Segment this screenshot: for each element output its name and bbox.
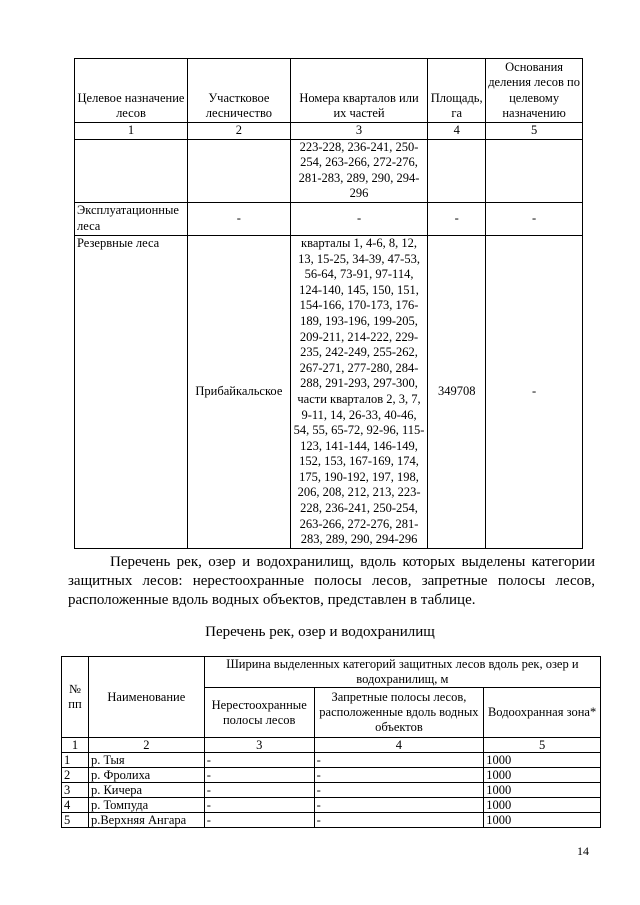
quarters-cell: 223-228, 236-241, 250-254, 263-266, 272-276, 281-283, 289, 290, 294-296 <box>290 139 427 202</box>
table-row <box>62 798 601 813</box>
col-number: 3 <box>204 738 314 753</box>
header-water-zone: Водоохранная зона* <box>484 688 601 738</box>
col-number: 1 <box>62 738 89 753</box>
table-row <box>75 202 583 235</box>
row-water-zone: 1000 <box>484 813 601 828</box>
header-purpose: Целевое назначение лесов <box>75 59 188 123</box>
row-water-zone: 1000 <box>484 768 601 783</box>
row-name: р. Тыя <box>88 753 204 768</box>
row-forbidden: - <box>314 813 484 828</box>
forestry-cell: Прибайкальское <box>187 235 290 548</box>
row-spawning: - <box>204 753 314 768</box>
col-number: 5 <box>484 738 601 753</box>
page-number: 14 <box>577 844 589 858</box>
row-spawning: - <box>204 813 314 828</box>
row-name: р. Кичера <box>88 783 204 798</box>
row-name: р.Верхняя Ангара <box>88 813 204 828</box>
row-num: 5 <box>62 813 89 828</box>
row-num: 2 <box>62 768 89 783</box>
col-number: 4 <box>428 123 486 140</box>
row-water-zone: 1000 <box>484 753 601 768</box>
row-forbidden: - <box>314 783 484 798</box>
table-row <box>75 139 583 202</box>
row-name: р. Фролиха <box>88 768 204 783</box>
intro-paragraph: Перечень рек, озер и водохранилищ, вдоль которых выделены категории защитных лесов: нерестоохранные полосы лесов, запретные полосы лесов, расположенные вдоль водных объектов, представлен в таблице. <box>68 554 595 609</box>
basis-cell: - <box>486 235 583 548</box>
col-number: 4 <box>314 738 484 753</box>
col-number: 2 <box>88 738 204 753</box>
row-forbidden: - <box>314 753 484 768</box>
row-spawning: - <box>204 783 314 798</box>
basis-cell: - <box>486 202 583 235</box>
header-basis: Основания деления лесов по целевому назначению <box>486 59 583 123</box>
row-num: 3 <box>62 783 89 798</box>
col-number: 2 <box>187 123 290 140</box>
table-row <box>62 768 601 783</box>
header-num: № пп <box>62 657 89 738</box>
header-spawning: Нерестоохранные полосы лесов <box>204 688 314 738</box>
table-row <box>62 783 601 798</box>
header-quarters: Номера кварталов или их частей <box>290 59 427 123</box>
row-spawning: - <box>204 798 314 813</box>
row-num: 4 <box>62 798 89 813</box>
table-row <box>75 235 583 548</box>
row-num: 1 <box>62 753 89 768</box>
forestry-cell: - <box>187 202 290 235</box>
table-row <box>62 813 601 828</box>
area-cell: - <box>428 202 486 235</box>
header-forbidden: Запретные полосы лесов, расположенные вдоль водных объектов <box>314 688 484 738</box>
row-name: р. Томпуда <box>88 798 204 813</box>
header-area: Площадь, га <box>428 59 486 123</box>
row-water-zone: 1000 <box>484 783 601 798</box>
purpose-cell: Резервные леса <box>75 235 188 548</box>
col-number: 1 <box>75 123 188 140</box>
row-forbidden: - <box>314 798 484 813</box>
header-name: Наименование <box>88 657 204 738</box>
row-water-zone: 1000 <box>484 798 601 813</box>
row-spawning: - <box>204 768 314 783</box>
forest-purpose-table <box>74 58 583 549</box>
purpose-cell: Эксплуатационные леса <box>75 202 188 235</box>
table-row <box>62 753 601 768</box>
col-number: 3 <box>290 123 427 140</box>
quarters-cell: - <box>290 202 427 235</box>
row-forbidden: - <box>314 768 484 783</box>
quarters-cell: кварталы 1, 4-6, 8, 12, 13, 15-25, 34-39, 47-53, 56-64, 73-91, 97-114, 124-140, 145, 150, 151, 154-166, 170-173, 176-189, 193-196, 199-205, 209-211, 214-222, 229-235, 242-249, 255-262, 267-271, 277-280, 284-288, 291-293, 297-300, части кварталов 2, 3, 7, 9-11, 14, 26-33, 40-46, 54, 55, 65-72, 92-96, 115-123, 141-144, 146-149, 152, 153, 167-169, 174, 175, 190-192, 197, 198, 206, 208, 212, 213, 223-228, 236-241, 250-254, 263-266, 272-276, 281-283, 289, 290, 294-296 <box>290 235 427 548</box>
table-caption: Перечень рек, озер и водохранилищ <box>205 624 435 640</box>
rivers-table <box>61 656 601 828</box>
area-cell: 349708 <box>428 235 486 548</box>
header-width-group: Ширина выделенных категорий защитных лесов вдоль рек, озер и водохранилищ, м <box>204 657 600 688</box>
col-number: 5 <box>486 123 583 140</box>
header-forestry: Участковое лесничество <box>187 59 290 123</box>
